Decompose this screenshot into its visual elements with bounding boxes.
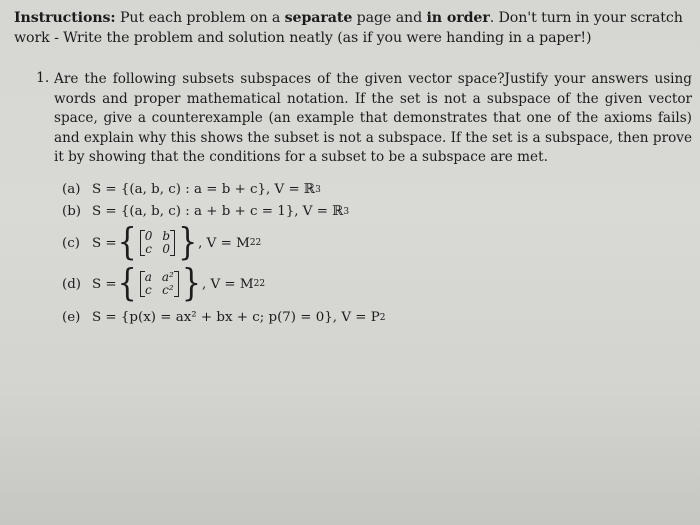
- part-d-matrix: [140, 271, 179, 297]
- part-e-label: (e): [62, 310, 81, 325]
- matrix-entry: a: [144, 270, 152, 284]
- part-b-expression: S = {(a, b, c) : a + b + c = 1}, V = ℝ: [92, 204, 344, 219]
- matrix-entry: c: [144, 283, 152, 297]
- part-b-label: (b): [62, 204, 82, 219]
- matrix-entry: 0: [162, 242, 171, 256]
- problem-number: 1.: [36, 70, 50, 86]
- right-brace: }: [178, 220, 198, 265]
- part-d: (d) S = { a a² c c² } , V = M 22: [62, 261, 266, 306]
- right-brace: }: [181, 261, 201, 306]
- part-d-set-name: S =: [92, 276, 117, 292]
- instructions-bold-in-order: in order: [426, 10, 490, 26]
- instructions-lead: Instructions:: [14, 10, 116, 26]
- part-d-space: , V = M: [201, 276, 254, 292]
- part-c: (c) S = { 0 b c 0 } , V = M 22: [62, 220, 262, 265]
- part-c-space: , V = M: [198, 235, 250, 251]
- part-c-set-name: S =: [92, 235, 117, 251]
- part-b: (b) S = {(a, b, c) : a + b + c = 1}, V = ℝ 3: [62, 204, 350, 219]
- part-a-label: (a): [62, 182, 81, 197]
- left-brace: {: [117, 220, 137, 265]
- part-e-expression: S = {p(x) = ax² + bx + c; p(7) = 0}, V = P: [92, 310, 380, 325]
- part-c-matrix: [140, 230, 175, 256]
- instructions-paragraph: [14, 8, 690, 48]
- matrix-entry: a²: [161, 270, 174, 284]
- matrix-entry: 0: [144, 229, 153, 243]
- part-a-expression: S = {(a, b, c) : a = b + c}, V = ℝ: [92, 182, 316, 197]
- instructions-text-3: . Don't turn in your scratch work - Write the problem and solution neatly (as if you were handing in a paper!): [14, 10, 683, 46]
- left-brace: {: [117, 261, 137, 306]
- instructions-text-2: page and: [352, 10, 427, 26]
- matrix-entry: c²: [162, 283, 174, 297]
- instructions-text-1: Put each problem on a: [115, 10, 285, 26]
- problem-statement: Are the following subsets subspaces of the given vector space?Justify your answers using words and proper mathematical notation. If the set is not a subspace of the given vector space, give a counterexample (an example that demonstrates that one of the axioms fails) and explain why this shows the subset is not a subspace. If the set is a subspace, then prove it by showing that the conditions for a subset to be a subspace are met.: [54, 71, 692, 166]
- matrix-entry: b: [162, 229, 171, 243]
- part-c-label: (c): [62, 235, 80, 251]
- instructions-bold-separate: separate: [284, 10, 353, 26]
- part-e: (e) S = {p(x) = ax² + bx + c; p(7) = 0}, V = P 2: [62, 310, 386, 325]
- matrix-entry: c: [145, 242, 152, 256]
- part-a: (a) S = {(a, b, c) : a = b + c}, V = ℝ 3: [62, 182, 321, 197]
- part-d-label: (d): [62, 276, 82, 292]
